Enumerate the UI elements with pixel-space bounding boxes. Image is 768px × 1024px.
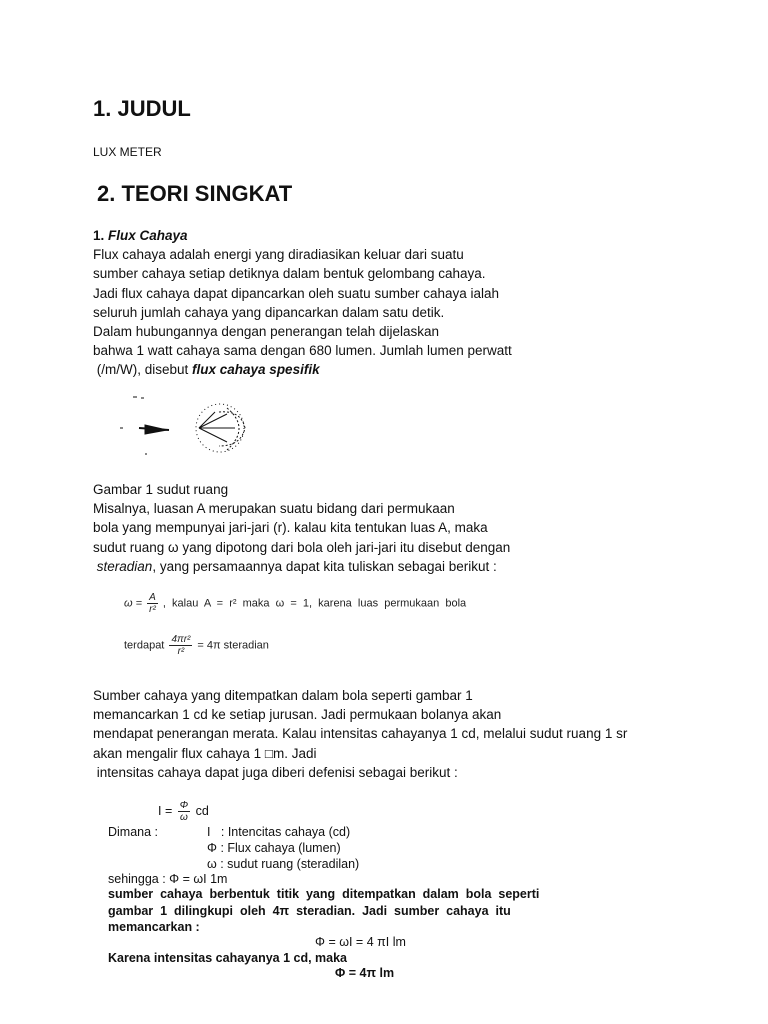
paragraph-line: mendapat penerangan merata. Kalau intensitas cahayanya 1 cd, melalui sudut ruang 1 sr <box>93 726 628 742</box>
formula-def-solid-angle: ω : sudut ruang (steradilan) <box>207 857 360 871</box>
formula-dimana: Dimana : <box>108 825 159 839</box>
paragraph-line: Jadi flux cahaya dapat dipancarkan oleh suatu sumber cahaya ialah <box>93 285 500 301</box>
eq-text: , kalau A = r² maka ω = 1, karena luas permukaan bola <box>162 597 467 610</box>
line-suffix: , yang persamaannya dapat kita tuliskan sebagai berikut : <box>152 558 497 574</box>
formula-unit: cd <box>195 803 209 818</box>
formula-paragraph-line: gambar 1 dilingkupi oleh 4π steradian. Jadi sumber cahaya itu <box>108 904 511 918</box>
paragraph-line: Flux cahaya adalah energi yang diradiasikan keluar dari suatu <box>93 247 464 263</box>
eq-numerator: A <box>149 592 156 603</box>
section-number: 1. <box>93 228 105 243</box>
formula-def-flux: Φ : Flux cahaya (lumen) <box>207 841 341 855</box>
formula-paragraph-line: sumber cahaya berbentuk titik yang ditempatkan dalam bola seperti <box>108 887 540 901</box>
eq-prefix: terdapat <box>124 639 165 652</box>
paragraph-line: sumber cahaya setiap detiknya dalam bentuk gelombang cahaya. <box>93 266 486 282</box>
heading-judul: 1. JUDUL <box>93 96 191 121</box>
paragraph-line: memancarkan 1 cd ke setiap jurusan. Jadi permukaan bolanya akan <box>93 707 502 723</box>
eq-denominator: r² <box>149 604 156 615</box>
line-prefix: (/m/W), disebut <box>93 362 193 378</box>
eq-fraction <box>169 634 192 657</box>
section-title-text: Flux Cahaya <box>108 228 188 243</box>
formula-block <box>100 796 660 986</box>
heading-teori-singkat: 2. TEORI SINGKAT <box>97 181 293 206</box>
paragraph-line: bahwa 1 watt cahaya sama dengan 680 lumen. Jumlah lumen perwatt <box>93 343 512 359</box>
section-intensitas <box>93 686 627 782</box>
eq-fraction <box>147 592 158 615</box>
formula-paragraph-line: Karena intensitas cahayanya 1 cd, maka <box>108 951 348 965</box>
paragraph-line: intensitas cahaya dapat juga diberi defenisi sebagai berikut : <box>93 764 458 780</box>
eq-lhs: ω = <box>124 597 143 610</box>
subtitle-lux-meter: LUX METER <box>93 145 162 159</box>
equation-omega <box>124 592 466 615</box>
section-title <box>93 226 512 245</box>
paragraph-line: Misalnya, luasan A merupakan suatu bidang dari permukaan <box>93 501 455 517</box>
formula-sehingga: sehingga : Φ = ωI 1m <box>108 872 228 886</box>
formula-denominator: ω <box>180 812 188 823</box>
paragraph-line: bola yang mempunyai jari-jari (r). kalau kita tentukan luas A, maka <box>93 520 488 536</box>
formula-lhs: I = <box>158 803 173 818</box>
paragraph-line: Dalam hubungannya dengan penerangan telah dijelaskan <box>93 323 440 339</box>
paragraph-line <box>93 360 512 379</box>
paragraph-line: Gambar 1 sudut ruang <box>93 482 229 497</box>
formula-def-intensity: I : Intencitas cahaya (cd) <box>207 825 351 839</box>
formula-intensity <box>158 800 209 823</box>
section-flux-cahaya <box>93 226 512 380</box>
eq-numerator: 4πr² <box>171 634 191 645</box>
solid-angle-figure <box>115 392 260 462</box>
term-steradian: steradian <box>96 558 153 574</box>
section-sudut-ruang <box>93 480 510 576</box>
formula-paragraph-line: memancarkan : <box>108 920 200 934</box>
paragraph-line: Sumber cahaya yang ditempatkan dalam bola seperti gambar 1 <box>93 688 473 703</box>
formula-numerator: Φ <box>179 800 189 811</box>
formula-flux-equation: Φ = ωI = 4 πI lm <box>315 935 406 949</box>
term-flux-spesifik: flux cahaya spesifik <box>192 362 320 378</box>
eq-denominator: r² <box>177 646 185 657</box>
paragraph-line: akan mengalir flux cahaya 1 □m. Jadi <box>93 745 317 761</box>
equation-steradian <box>124 634 269 657</box>
formula-flux-result: Φ = 4π lm <box>335 966 395 980</box>
eq-text: = 4π steradian <box>197 639 269 652</box>
paragraph-line: sudut ruang ω yang dipotong dari bola oleh jari-jari itu disebut dengan <box>93 539 511 555</box>
paragraph-line: seluruh jumlah cahaya yang dipancarkan dalam satu detik. <box>93 304 445 320</box>
paragraph-line <box>93 557 510 576</box>
formula-fraction <box>178 800 190 823</box>
